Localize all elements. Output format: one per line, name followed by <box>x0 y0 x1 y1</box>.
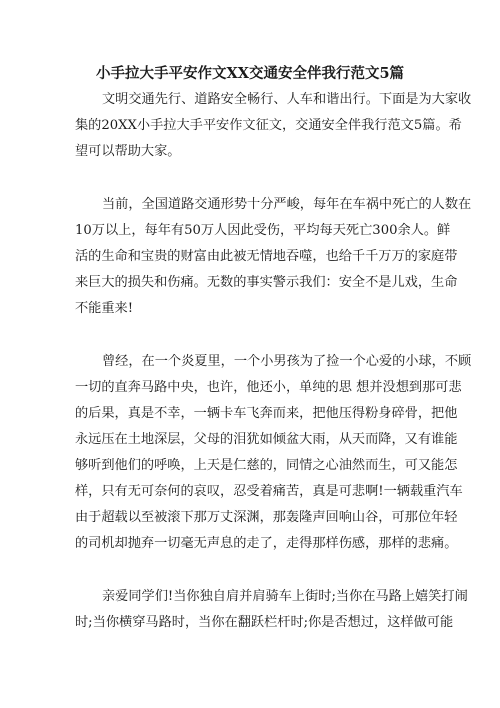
paragraph-line: 由于超载以至被滚下那万丈深渊，那轰隆声回响山谷，可那位年轻 <box>75 510 458 525</box>
paragraph-line: 永远压在土地深层，父母的泪犹如倾盆大雨，从天而降，又有谁能 <box>75 432 458 447</box>
paragraph-line: 望可以帮助大家。 <box>75 144 181 159</box>
paragraph-line: 当前，全国道路交通形势十分严峻，每年在车祸中死亡的人数在 <box>102 197 472 212</box>
paragraph-statistics <box>75 192 472 322</box>
paragraph-line: 来巨大的损失和伤痛。无数的事实警示我们：安全不是儿戏，生命 <box>75 275 458 290</box>
paragraph-line: 的后果，真是不幸，一辆卡车飞奔而来，把他压得粉身碎骨，把他 <box>75 406 458 421</box>
paragraph-address <box>75 584 468 636</box>
paragraph-story <box>75 349 472 557</box>
paragraph-line: 样，只有无可奈何的哀叹，忍受着痛苦，真是可悲啊!一辆载重汽车 <box>75 484 463 499</box>
paragraph-line: 的司机却抛弃一切毫无声息的走了，走得那样伤感，那样的悲痛。 <box>75 536 458 551</box>
paragraph-line: 亲爱同学们!当你独自肩并肩骑车上街时;当你在马路上嬉笑打闹 <box>102 589 468 604</box>
paragraph-line: 集的20XX小手拉大手平安作文征文，交通安全伴我行范文5篇。希 <box>75 118 462 133</box>
paragraph-line: 时;当你横穿马路时，当你在翻跃栏杆时;你是否想过，这样做可能 <box>75 615 454 630</box>
paragraph-line: 一切的直奔马路中央，也许，他还小，单纯的思 想并没想到那可悲 <box>75 380 462 395</box>
paragraph-line: 文明交通先行、道路安全畅行、人车和谐出行。下面是为大家收 <box>102 92 472 107</box>
paragraph-line: 活的生命和宝贵的财富由此被无情地吞噬，也给千千万万的家庭带 <box>75 249 458 264</box>
document-title: 小手拉大手平安作文XX交通安全伴我行范文5篇 <box>95 65 405 82</box>
paragraph-line: 不能重来! <box>75 301 134 316</box>
paragraph-line: 10万以上，每年有50万人因此受伤，平均每天死亡300余人。鲜 <box>75 223 451 238</box>
paragraph-line: 够听到他们的呼唤，上天是仁慈的，同情之心油然而生，可又能怎 <box>75 458 458 473</box>
paragraph-intro <box>75 87 472 165</box>
paragraph-line: 曾经，在一个炎夏里，一个小男孩为了捡一个心爱的小球，不顾 <box>102 354 472 369</box>
